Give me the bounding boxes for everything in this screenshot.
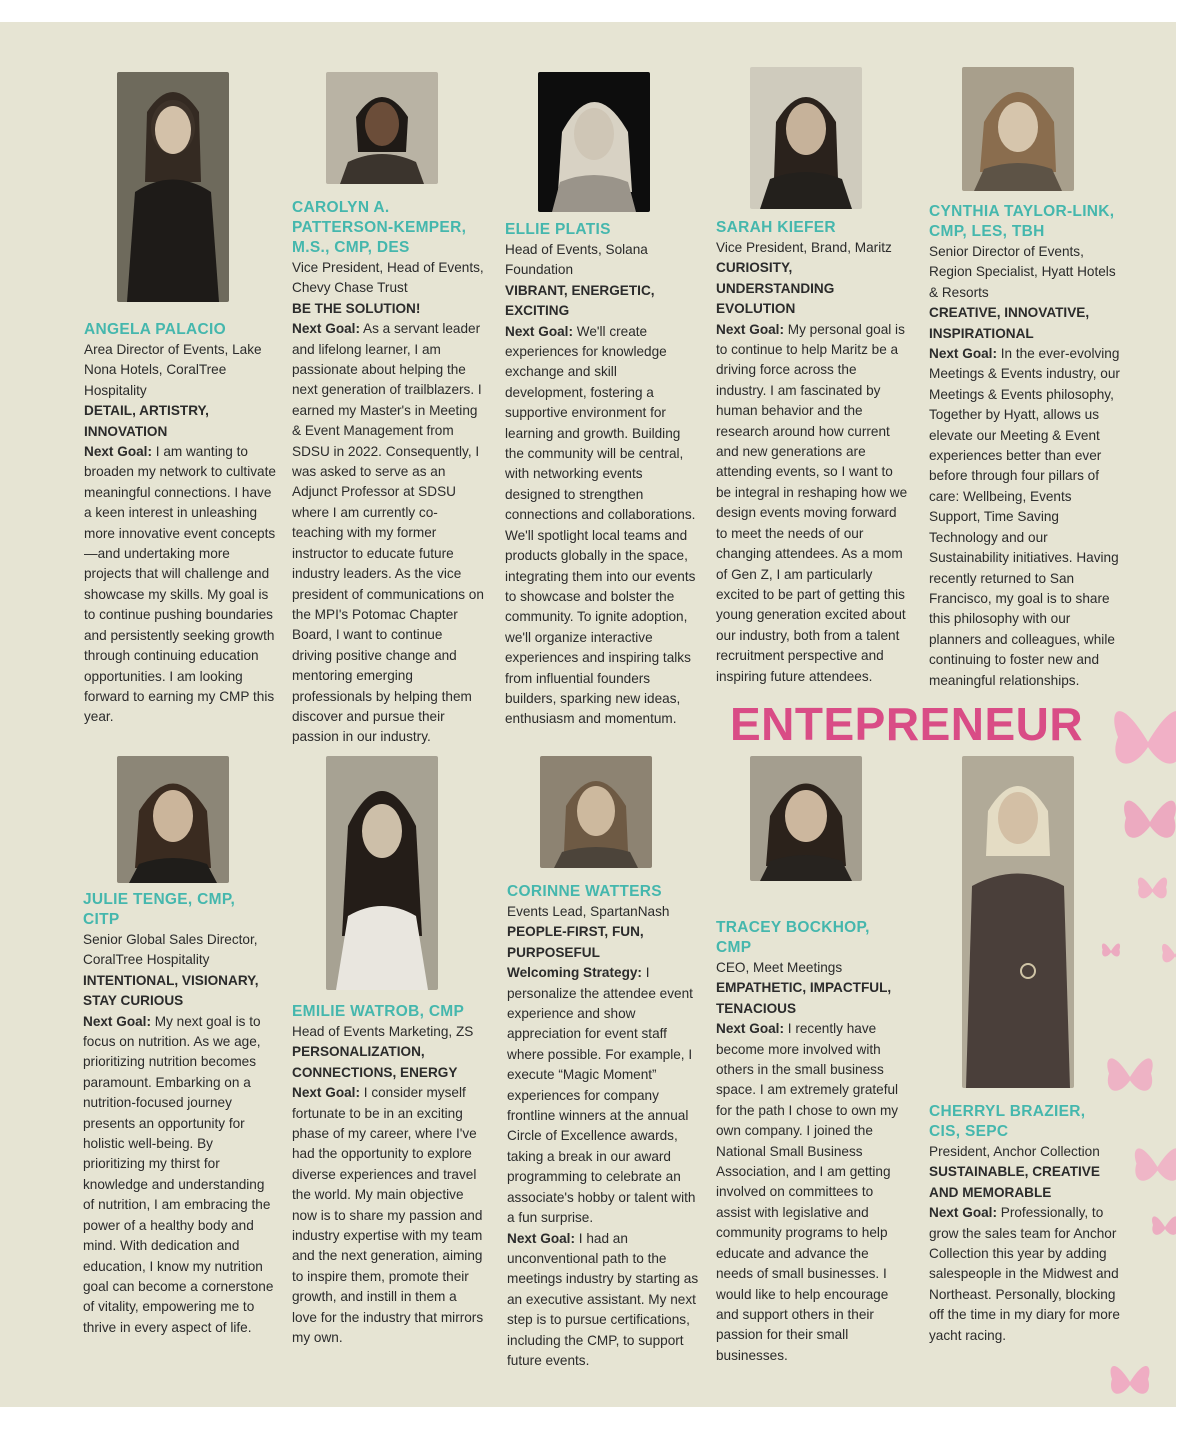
profile-title: Vice President, Brand, Maritz [716, 240, 892, 255]
profile-name: CORINNE WATTERS [507, 883, 662, 900]
profile-title: CEO, Meet Meetings [716, 960, 843, 975]
butterfly-decoration-icon [1160, 932, 1176, 977]
profile-emilie-watrob [292, 1002, 484, 1349]
butterfly-decoration-icon [1130, 1132, 1176, 1202]
profile-values: CURIOSITY, UNDERSTANDING EVOLUTION [716, 260, 835, 317]
butterfly-decoration-icon [1120, 782, 1176, 862]
profile-tracey-bockhop [716, 918, 908, 1366]
profile-title: Area Director of Events, Lake Nona Hotels, CoralTree Hospitality [84, 342, 262, 398]
profile-title: Events Lead, SpartanNash [507, 904, 670, 919]
portrait-photo-julie-tenge [117, 756, 229, 883]
profile-cynthia-taylor-link [929, 202, 1121, 691]
portrait-photo-emilie-watrob [326, 756, 438, 990]
profile-carolyn-patterson-kemper [292, 198, 484, 748]
goal-label: Next Goal: [929, 1205, 997, 1221]
profile-name: TRACEY BOCKHOP, CMP [716, 919, 870, 956]
goal-text: I had an unconventional path to the meetings industry by starting as an executive assistant. My next step is to pursue certifications, including the CMP, to support future events. [507, 1230, 699, 1368]
butterfly-decoration-icon [1100, 937, 1122, 965]
butterfly-decoration-icon [1100, 1352, 1160, 1407]
profile-title: Head of Events, Solana Foundation [505, 242, 648, 278]
goal-text: I recently have become more involved with others in the small business space. I am extremely grateful for the path I chose to own my own company. I joined the National Small Business Association, and I am getting involved on committees to assist with legislative and community programs to help educate and advance the needs of small businesses. I would like to help encourage and support others in their passion for their small businesses. [716, 1021, 899, 1363]
goal-label: Next Goal: [83, 1013, 151, 1029]
profile-name: CHERRYL BRAZIER, CIS, SEPC [929, 1103, 1086, 1140]
profile-goal [507, 963, 699, 1371]
profile-values: DETAIL, ARTISTRY, INNOVATION [84, 403, 209, 439]
goal-text: We'll create experiences for knowledge exchange and skill development, fostering a supportive environment for learning and growth. Building the community will be central, with networking events designed to strengthen connections and collaborations. We'll spotlight local teams and products globally in the space, integrating them into our events to showcase and bolster the community. To ignite adoption, we'll organize interactive experiences and inspiring talks from influential founders builders, sparking new ideas, enthusiasm and momentum. [505, 323, 696, 727]
profile-values: PERSONALIZATION, CONNECTIONS, ENERGY [292, 1044, 458, 1080]
goal-text: I consider myself fortunate to be in an exciting phase of my career, where I've had the opportunity to explore diverse experiences and travel the world. My main objective now is to share my passion and industry expertise with my team and the next generation, aiming to inspire them, promote their growth, and instill in them a love for the industry that mirrors my own. [292, 1085, 484, 1346]
goal-text: In the ever-evolving Meetings & Events industry, our Meetings & Events philosophy, Together by Hyatt, allows us elevate our Meeting & Event experiences better than ever before through four pillars of care: Wellbeing, Events Support, Time Saving Technology and our Sustainability initiatives. Having recently returned to San Francisco, my goal is to share this philosophy with our planners and colleagues, while continuing to foster new and meaningful relationships. [929, 346, 1120, 688]
profile-julie-tenge [83, 890, 275, 1338]
profile-goal [292, 319, 484, 748]
profile-angela-palacio [84, 320, 276, 728]
goal-text: I am wanting to broaden my network to cultivate meaningful connections. I have a keen interest in unleashing more innovative event concepts—and undertaking more projects that will challenge and showcase my skills. My goal is to continue pushing boundaries and persistently seeking growth through continuing education opportunities. I am looking forward to earning my CMP this year. [84, 444, 276, 725]
profile-title: President, Anchor Collection [929, 1144, 1100, 1159]
profile-name: EMILIE WATROB, CMP [292, 1003, 465, 1020]
profile-goal [83, 1012, 275, 1339]
profile-name: JULIE TENGE, CMP, CITP [83, 891, 236, 928]
profile-name: SARAH KIEFER [716, 219, 836, 236]
strategy-text: I personalize the attendee event experience and show appreciation for event staff where possible. For example, I execute “Magic Moment” experiences for company frontline winners at the annual Circle of Excellence awards, taking a break in our award programming to celebrate an associate's hobby or talent with a fun surprise. [507, 965, 696, 1226]
portrait-photo-ellie-platis [538, 72, 650, 212]
profile-goal [292, 1083, 484, 1348]
profile-corinne-watters [507, 882, 699, 1371]
goal-text: Professionally, to grow the sales team for Anchor Collection this year by adding salespeople in the Midwest and Northeast. Personally, blocking off the time in my diary for more yacht racing. [929, 1205, 1120, 1343]
section-heading: ENTEPRENEUR [730, 698, 1084, 750]
goal-label: Next Goal: [716, 321, 784, 337]
profile-goal [716, 320, 908, 687]
portrait-photo-cynthia-taylor-link [962, 67, 1074, 191]
profile-name: ELLIE PLATIS [505, 221, 611, 238]
strategy-label: Welcoming Strategy: [507, 965, 642, 981]
profile-title: Head of Events Marketing, ZS [292, 1024, 474, 1039]
goal-label: Next Goal: [292, 1085, 360, 1101]
goal-label: Next Goal: [505, 323, 573, 339]
profile-goal [716, 1019, 908, 1366]
portrait-photo-corinne-watters [540, 756, 652, 868]
profile-title: Vice President, Head of Events, Chevy Chase Trust [292, 260, 484, 296]
goal-text: As a servant leader and lifelong learner, I am passionate about helping the next generation of trailblazers. I earned my Master's in Meeting & Event Management from SDSU in 2022. Consequently, I was asked to serve as an Adjunct Professor at SDSU where I am currently co-teaching with my former instructor to educate future industry leaders. As the vice president of communications on the MPI's Potomac Chapter Board, I want to continue driving positive change and mentoring emerging professionals by helping them discover and pursue their passion in our industry. [292, 321, 484, 745]
profile-ellie-platis [505, 220, 697, 730]
goal-label: Next Goal: [292, 321, 360, 337]
profile-values: INTENTIONAL, VISIONARY, STAY CURIOUS [83, 972, 259, 1009]
goal-text: My personal goal is to continue to help Maritz be a driving force across the industry. I am fascinated by human behavior and the research around how current and new generations are attending events, so I want to be integral in reshaping how we design events moving forward to meet the needs of our changing attendees. As a mom of Gen Z, I am particularly excited to be part of getting this young generation excited about our industry, both from a talent recruitment perspective and inspiring future attendees. [716, 321, 908, 684]
goal-label: Next Goal: [929, 346, 997, 362]
profile-cherryl-brazier [929, 1102, 1121, 1346]
portrait-photo-tracey-bockhop [750, 756, 862, 881]
goal-label: Next Goal: [84, 444, 152, 460]
profile-values: VIBRANT, ENERGETIC, EXCITING [505, 282, 655, 319]
profile-goal [929, 1203, 1121, 1346]
butterfly-decoration-icon [1130, 867, 1175, 912]
portrait-photo-carolyn-patterson-kemper [326, 72, 438, 184]
portrait-photo-sarah-kiefer [750, 67, 862, 209]
profile-values: SUSTAINABLE, CREATIVE AND MEMORABLE [929, 1164, 1100, 1200]
profile-goal [505, 322, 697, 730]
profile-name: CAROLYN A. PATTERSON-KEMPER, M.S., CMP, DES [292, 199, 467, 256]
profile-goal [84, 442, 276, 728]
profile-sarah-kiefer [716, 218, 908, 687]
butterfly-decoration-icon [1150, 1202, 1176, 1252]
portrait-photo-cherryl-brazier [962, 756, 1074, 1088]
goal-label: Next Goal: [507, 1230, 575, 1246]
goal-label: Next Goal: [716, 1021, 784, 1037]
goal-text: My next goal is to focus on nutrition. As we age, prioritizing nutrition becomes paramount. Embarking on a nutrition-focused journey presents an opportunity for holistic well-being. By prioritizing my thirst for knowledge and understanding of nutrition, I am embracing the power of a healthy body and mind. With dedication and education, I know my nutrition goal can become a cornerstone of vitality, empowering me to thrive in every aspect of life. [83, 1013, 274, 1335]
profile-title: Senior Global Sales Director, CoralTree Hospitality [83, 932, 258, 968]
profile-name: ANGELA PALACIO [84, 321, 226, 338]
profile-goal [929, 344, 1121, 691]
profile-name: CYNTHIA TAYLOR-LINK, CMP, LES, TBH [929, 203, 1115, 240]
profile-title: Senior Director of Events, Region Specialist, Hyatt Hotels & Resorts [929, 244, 1116, 300]
profile-values: EMPATHETIC, IMPACTFUL, TENACIOUS [716, 980, 892, 1016]
magazine-page [0, 22, 1176, 1407]
profile-values: BE THE SOLUTION! [292, 300, 421, 316]
profile-values: CREATIVE, INNOVATIVE, INSPIRATIONAL [929, 305, 1090, 341]
portrait-photo-angela-palacio [117, 72, 229, 302]
profile-values: PEOPLE-FIRST, FUN, PURPOSEFUL [507, 924, 644, 960]
